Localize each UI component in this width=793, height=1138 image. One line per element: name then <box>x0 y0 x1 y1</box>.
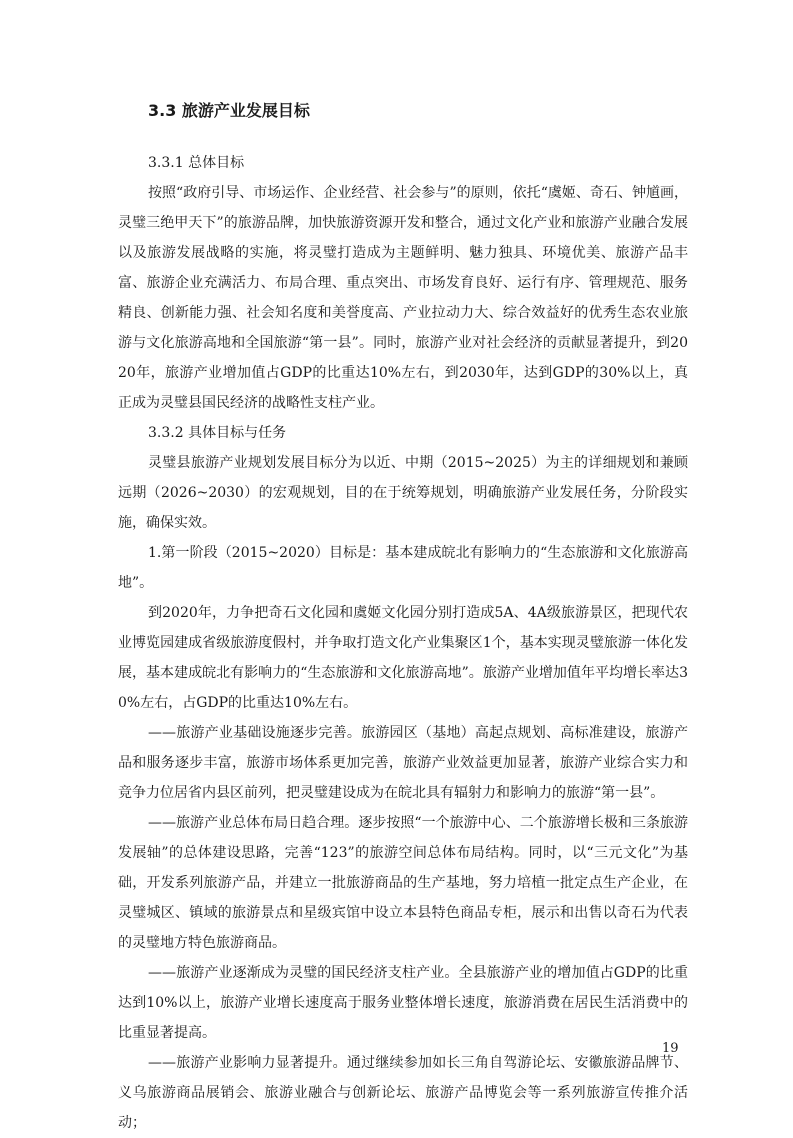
list-item-pillar-industry: ——旅游产业逐渐成为灵璧的国民经济支柱产业。全县旅游产业的增加值占GDP的比重达到10%以上，旅游产业增长速度高于服务业整体增长速度，旅游消费在居民生活消费中的比重显著提高。 <box>118 965 688 1041</box>
section-heading: 3.3 旅游产业发展目标 <box>148 101 310 120</box>
paragraph-overall-goals: 按照“政府引导、市场运作、企业经营、社会参与”的原则，依托“虞姬、奇石、钟馗画，灵璧三绝甲天下”的旅游品牌，加快旅游资源开发和整合，通过文化产业和旅游产业融合发展以及旅游发展战略的实施，将灵璧打造成为主题鲜明、魅力独具、环境优美、旅游产品丰富、旅游企业充满活力、布局合理、重点突出、市场发育良好、运行有序、管理规范、服务精良、创新能力强、社会知名度和美誉度高、产业拉动力大、综合效益好的优秀生态农业旅游与文化旅游高地和全国旅游“第一县”。同时，旅游产业对社会经济的贡献显著提升，到2020年，旅游产业增加值占GDP的比重达10%左右，到2030年，达到GDP的30%以上，真正成为灵璧县国民经济的战略性支柱产业。 <box>118 185 688 411</box>
body-text <box>118 148 688 1138</box>
stage-1-title: 1.第一阶段（2015~2020）目标是：基本建成皖北有影响力的“生态旅游和文化旅游高地”。 <box>118 545 688 591</box>
paragraph-specific-goals: 灵璧县旅游产业规划发展目标分为以近、中期（2015~2025）为主的详细规划和兼顾远期（2026~2030）的宏观规划，目的在于统筹规划，明确旅游产业发展任务，分阶段实施，确保实效。 <box>118 455 688 531</box>
list-item-influence: ——旅游产业影响力显著提升。通过继续参加如长三角自驾游论坛、安徽旅游品牌节、义乌旅游商品展销会、旅游业融合与创新论坛、旅游产品博览会等一系列旅游宣传推介活动； <box>118 1055 688 1131</box>
subsection-title-overall-goals: 3.3.1 总体目标 <box>148 155 245 171</box>
page-number: 19 <box>662 1041 679 1056</box>
list-item-infrastructure: ——旅游产业基础设施逐步完善。旅游园区（基地）高起点规划、高标准建设，旅游产品和服务逐步丰富，旅游市场体系更加完善，旅游产业效益更加显著，旅游产业综合实力和竞争力位居省内县区前列，把灵璧建设成为在皖北具有辐射力和影响力的旅游“第一县”。 <box>118 725 688 801</box>
subsection-title-specific-goals: 3.3.2 具体目标与任务 <box>148 425 287 441</box>
paragraph-stage-1: 到2020年，力争把奇石文化园和虞姬文化园分别打造成5A、4A级旅游景区，把现代农业博览园建成省级旅游度假村，并争取打造文化产业集聚区1个，基本实现灵璧旅游一体化发展，基本建成皖北有影响力的“生态旅游和文化旅游高地”。旅游产业增加值年平均增长率达30%左右，占GDP的比重达10%左右。 <box>118 605 688 711</box>
list-item-layout: ——旅游产业总体布局日趋合理。逐步按照“一个旅游中心、二个旅游增长极和三条旅游发展轴”的总体建设思路，完善“123”的旅游空间总体布局结构。同时，以“三元文化”为基础，开发系列旅游产品，并建立一批旅游商品的生产基地，努力培植一批定点生产企业，在灵璧城区、镇域的旅游景点和星级宾馆中设立本县特色商品专柜，展示和出售以奇石为代表的灵璧地方特色旅游商品。 <box>118 815 688 951</box>
